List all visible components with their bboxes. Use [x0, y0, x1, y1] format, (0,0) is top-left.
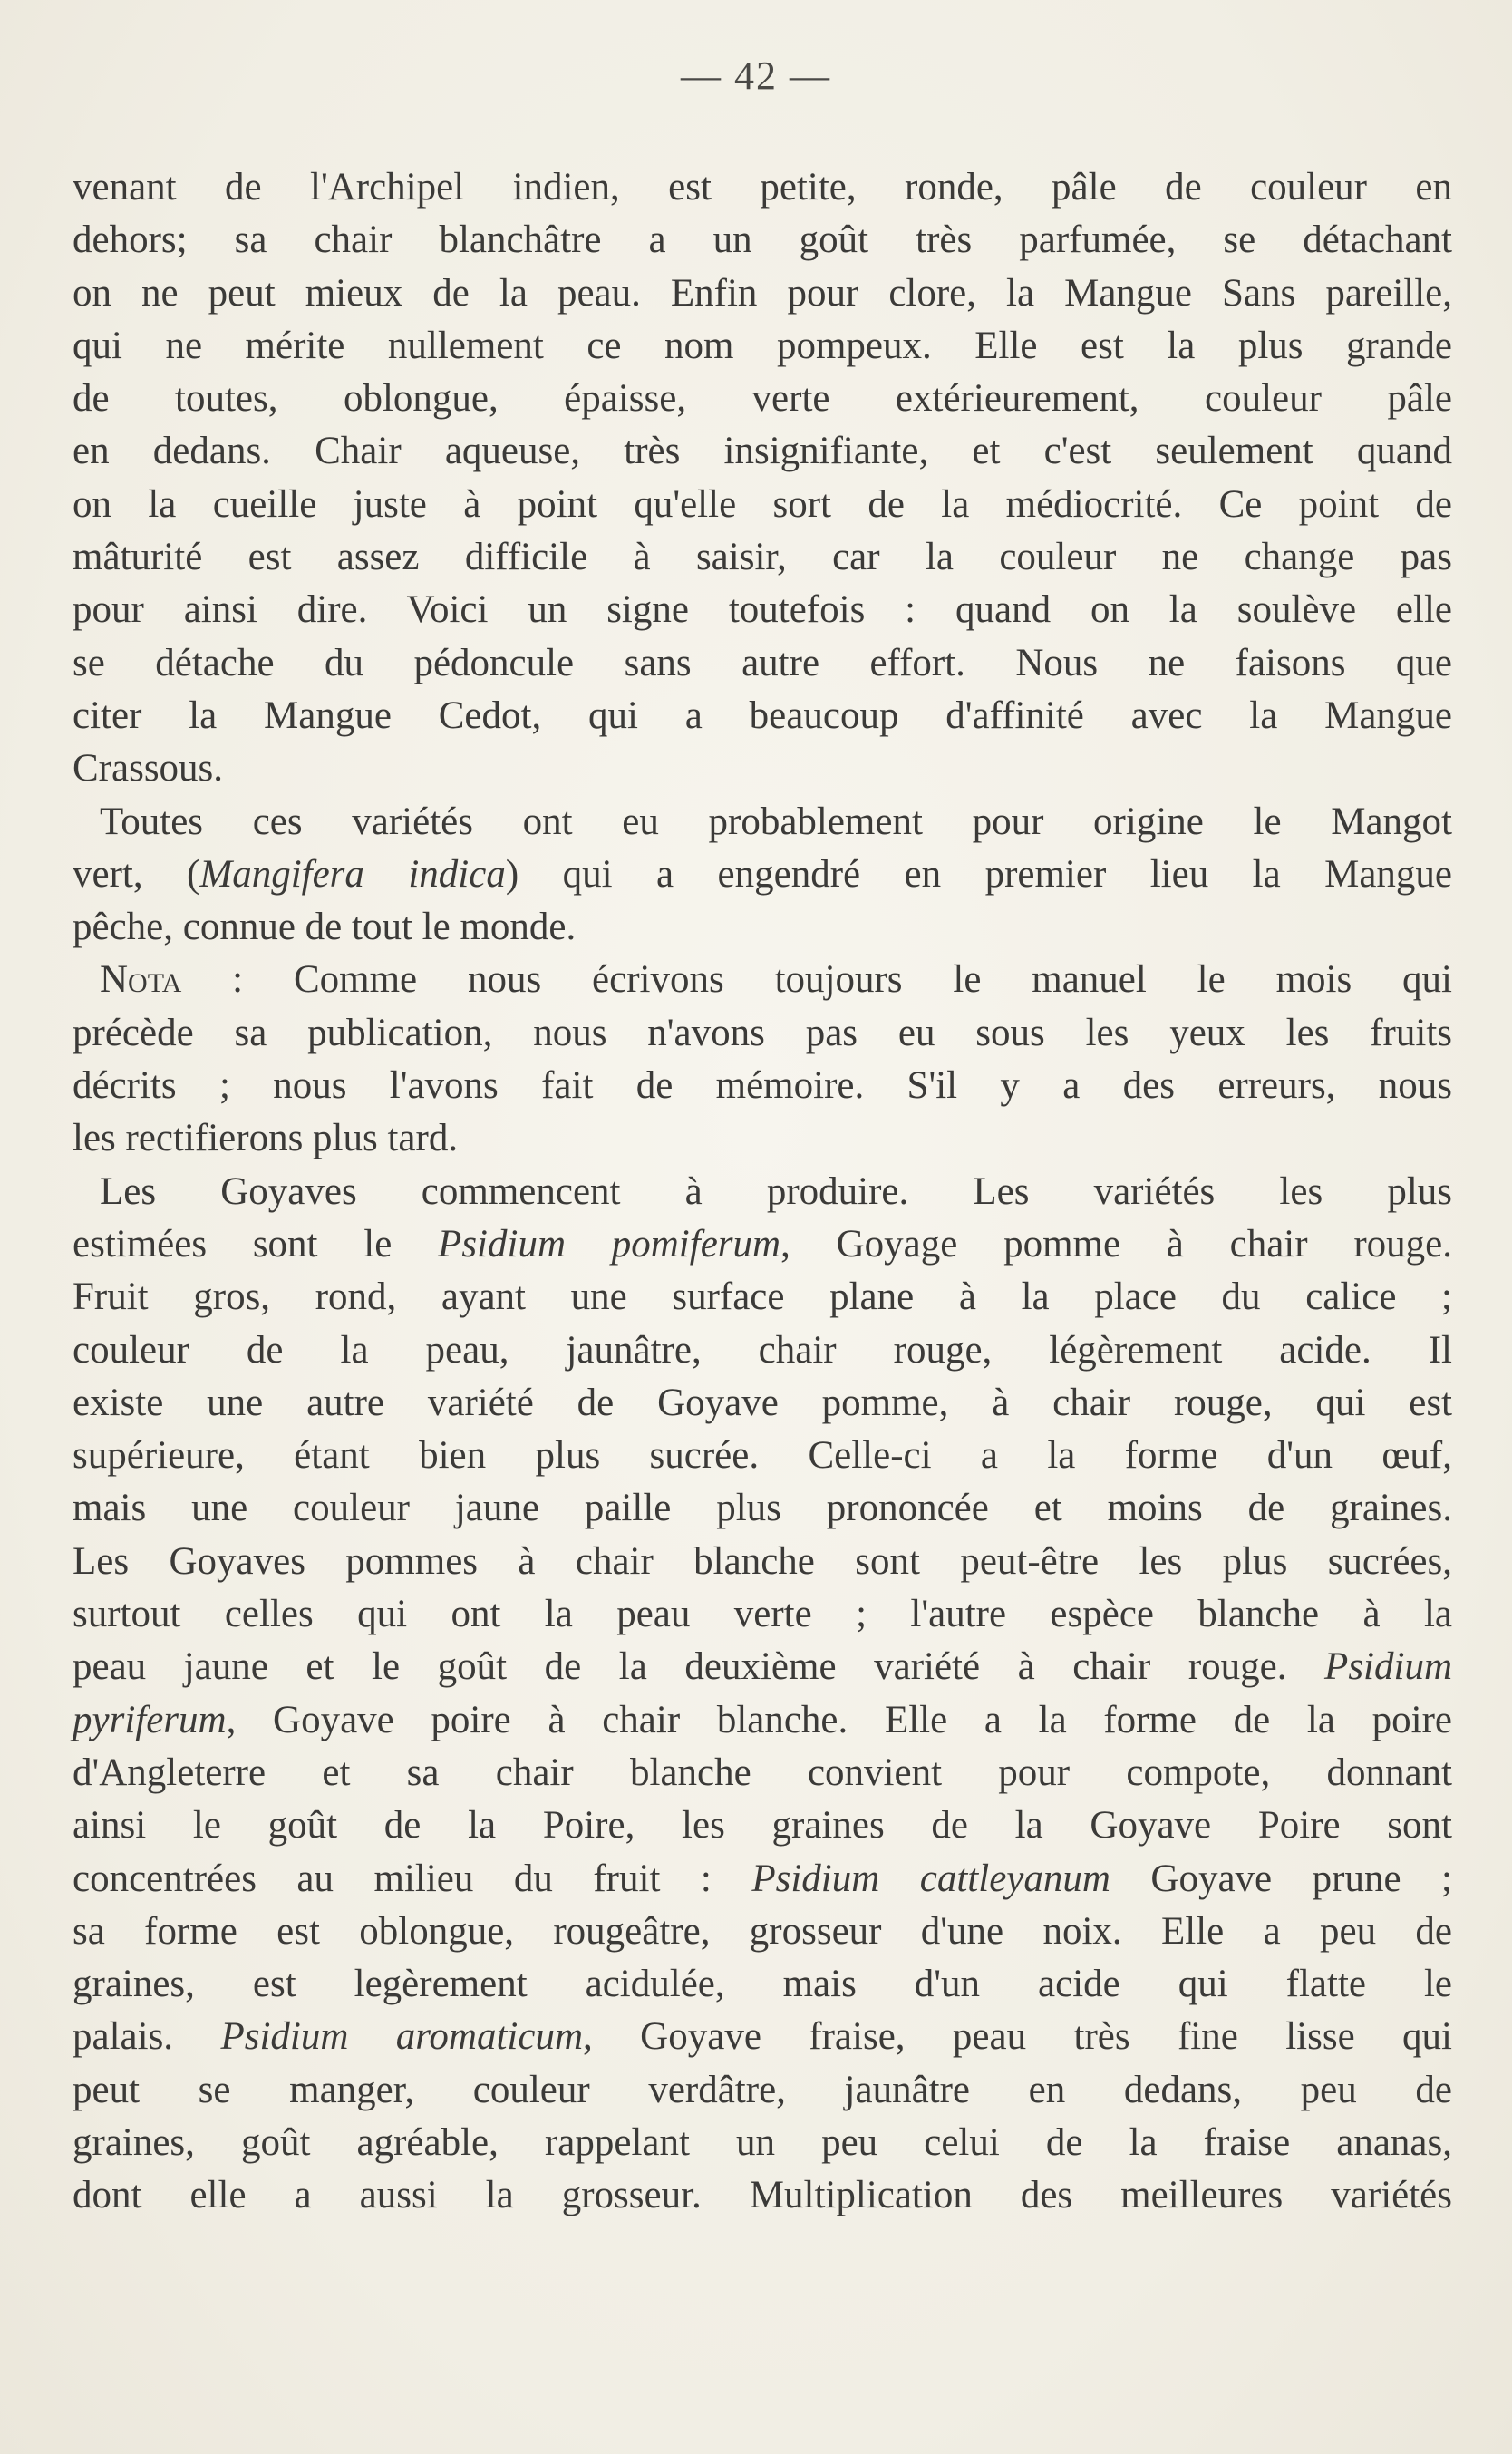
text-line: qui ne mérite nullement ce nom pompeux. Elle est la plus grande: [73, 324, 1452, 367]
text-line: [73, 1218, 1452, 1271]
text-line: [73, 849, 1452, 901]
text-line: [73, 954, 1452, 1006]
text-line: on ne peut mieux de la peau. Enfin pour clore, la Mangue Sans pareille,: [73, 271, 1452, 315]
text-run: Goyave prune ;: [1110, 1857, 1452, 1900]
text-line: Les Goyaves pommes à chair blanche sont peut-être les plus sucrées,: [73, 1539, 1452, 1583]
text-run: , Goyage pomme à chair rouge.: [780, 1222, 1452, 1266]
text-line: sa forme est oblongue, rougeâtre, grosseur d'une noix. Elle a peu de: [73, 1909, 1452, 1953]
text-run: palais.: [73, 2015, 221, 2059]
nota-label: Nota: [100, 958, 182, 1002]
text-run: ) qui a engendré en premier lieu la Mangue: [505, 852, 1453, 896]
text-run: , Goyave poire à chair blanche. Elle a la forme de la poire: [226, 1698, 1452, 1741]
text-line: précède sa publication, nous n'avons pas eu sous les yeux les fruits: [73, 1011, 1452, 1054]
text-line: dont elle a aussi la grosseur. Multiplication des meilleures variétés: [73, 2174, 1452, 2217]
page-number: — 42 —: [681, 53, 831, 98]
species-name: Psidium pomiferum: [438, 1222, 781, 1266]
text-line: [73, 2011, 1452, 2063]
paragraph-mangue-varieties: [73, 161, 1452, 796]
text-line: Fruit gros, rond, ayant une surface plane à la place du calice ;: [73, 1275, 1452, 1319]
text-run: : Comme nous écrivons toujours le manuel le mois qui: [181, 958, 1452, 1002]
text-line: les rectifierons plus tard.: [73, 1117, 459, 1160]
text-line: mâturité est assez difficile à saisir, car la couleur ne change pas: [73, 536, 1452, 579]
text-run: estimées sont le: [73, 1222, 439, 1266]
text-run: vert, (: [73, 852, 200, 896]
species-name: Mangifera indica: [199, 852, 506, 896]
text-line: de toutes, oblongue, épaisse, verte extérieurement, couleur pâle: [73, 377, 1452, 421]
text-line: Toutes ces variétés ont eu probablement pour origine le Mangot: [100, 800, 1452, 843]
text-line: dehors; sa chair blanchâtre a un goût très parfumée, se détachant: [73, 218, 1452, 262]
text-line: surtout celles qui ont la peau verte ; l'autre espèce blanche à la: [73, 1593, 1452, 1636]
text-line: [73, 1853, 1452, 1906]
text-line: on la cueille juste à point qu'elle sort de la médiocrité. Ce point de: [73, 482, 1452, 526]
text-line: citer la Mangue Cedot, qui a beaucoup d'affinité avec la Mangue: [73, 694, 1452, 737]
species-name: Psidium aromaticum: [220, 2015, 584, 2059]
text-run: peau jaune et le goût de la deuxième variété à chair rouge.: [73, 1645, 1325, 1689]
species-name: pyriferum: [73, 1698, 227, 1741]
paragraph-mangot-origin: [73, 796, 1452, 955]
text-line: supérieure, étant bien plus sucrée. Celle-ci a la forme d'un œuf,: [73, 1434, 1452, 1478]
text-line: couleur de la peau, jaunâtre, chair rouge, légèrement acide. Il: [73, 1328, 1452, 1372]
text-line: graines, goût agréable, rappelant un peu celui de la fraise ananas,: [73, 2120, 1452, 2164]
body-text: [73, 161, 1452, 2223]
text-line: se détache du pédoncule sans autre effort. Nous ne faisons que: [73, 641, 1452, 684]
text-line: Crassous.: [73, 747, 224, 791]
text-line: mais une couleur jaune paille plus prononcée et moins de graines.: [73, 1487, 1452, 1530]
paragraph-goyaves: [73, 1166, 1452, 2223]
species-name: Psidium cattleyanum: [751, 1857, 1110, 1900]
text-line: [73, 1641, 1452, 1693]
text-line: d'Angleterre et sa chair blanche convient pour compote, donnant: [73, 1751, 1452, 1794]
text-line: en dedans. Chair aqueuse, très insignifiante, et c'est seulement quand: [73, 430, 1452, 473]
paragraph-nota: [73, 954, 1452, 1165]
text-line: existe une autre variété de Goyave pomme, à chair rouge, qui est: [73, 1381, 1452, 1424]
text-line: Les Goyaves commencent à produire. Les variétés les plus: [100, 1169, 1452, 1213]
text-line: peut se manger, couleur verdâtre, jaunâtre en dedans, peu de: [73, 2068, 1452, 2111]
text-run: concentrées au milieu du fruit :: [73, 1857, 752, 1900]
species-name: Psidium: [1324, 1645, 1452, 1689]
text-line: pour ainsi dire. Voici un signe toutefois : quand on la soulève elle: [73, 588, 1452, 632]
text-run: , Goyave fraise, peau très fine lisse qui: [583, 2015, 1453, 2059]
text-line: graines, est legèrement acidulée, mais d'un acide qui flatte le: [73, 1963, 1452, 2006]
text-line: [73, 1694, 1452, 1747]
text-line: pêche, connue de tout le monde.: [73, 906, 577, 949]
text-line: ainsi le goût de la Poire, les graines de la Goyave Poire sont: [73, 1804, 1452, 1848]
text-line: venant de l'Archipel indien, est petite, ronde, pâle de couleur en: [73, 166, 1452, 209]
text-line: décrits ; nous l'avons fait de mémoire. S'il y a des erreurs, nous: [73, 1064, 1452, 1108]
